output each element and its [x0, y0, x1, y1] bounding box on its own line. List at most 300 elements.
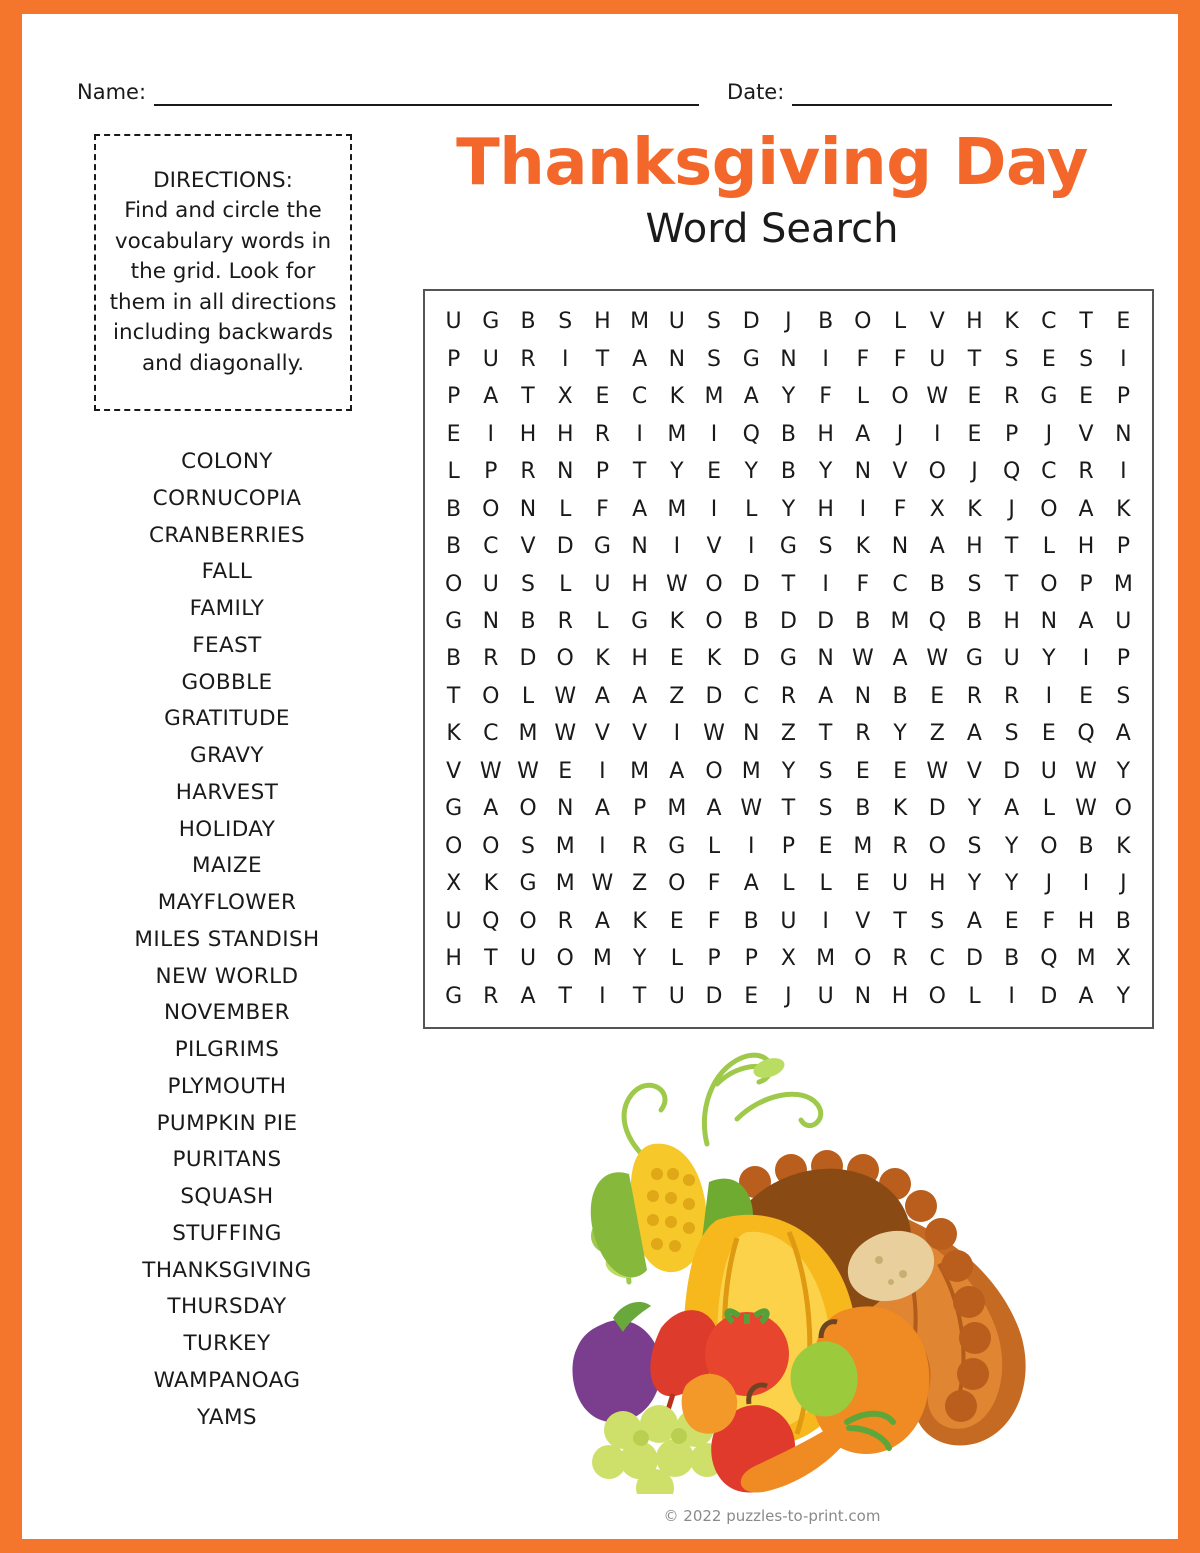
- word-list-item[interactable]: STUFFING: [172, 1220, 282, 1246]
- grid-cell[interactable]: A: [1078, 496, 1094, 522]
- grid-cell[interactable]: O: [482, 496, 500, 522]
- grid-cell[interactable]: N: [742, 721, 760, 747]
- grid-cell[interactable]: Q: [1002, 459, 1021, 485]
- grid-cell[interactable]: O: [668, 871, 686, 897]
- grid-cell[interactable]: H: [817, 421, 834, 447]
- grid-cell[interactable]: W: [851, 646, 874, 672]
- grid-cell[interactable]: O: [891, 384, 909, 410]
- word-list-item[interactable]: NEW WORLD: [155, 963, 299, 989]
- grid-cell[interactable]: C: [892, 571, 908, 597]
- grid-cell[interactable]: E: [1116, 309, 1131, 335]
- grid-cell[interactable]: W: [665, 571, 688, 597]
- grid-cell[interactable]: I: [1045, 683, 1053, 709]
- grid-cell[interactable]: Y: [781, 758, 796, 784]
- word-list-item[interactable]: FALL: [201, 559, 253, 585]
- grid-cell[interactable]: G: [445, 983, 463, 1009]
- grid-cell[interactable]: F: [856, 346, 870, 372]
- grid-cell[interactable]: W: [926, 384, 949, 410]
- grid-cell[interactable]: S: [521, 833, 535, 859]
- grid-cell[interactable]: L: [707, 833, 721, 859]
- word-list-item[interactable]: PILGRIMS: [174, 1037, 280, 1062]
- grid-cell[interactable]: O: [705, 571, 723, 597]
- grid-cell[interactable]: K: [1116, 496, 1131, 522]
- word-list-item[interactable]: MAIZE: [192, 853, 262, 879]
- grid-cell[interactable]: B: [892, 683, 908, 709]
- grid-cell[interactable]: T: [1079, 309, 1093, 335]
- grid-cell[interactable]: W: [554, 683, 577, 709]
- grid-cell[interactable]: M: [555, 833, 575, 859]
- grid-cell[interactable]: H: [556, 421, 574, 447]
- grid-cell[interactable]: H: [928, 871, 946, 897]
- grid-cell[interactable]: E: [818, 833, 833, 859]
- grid-cell[interactable]: O: [556, 646, 574, 672]
- grid-cell[interactable]: H: [519, 421, 537, 447]
- word-list-item[interactable]: THURSDAY: [167, 1294, 287, 1320]
- grid-cell[interactable]: T: [967, 346, 982, 372]
- grid-cell[interactable]: P: [781, 833, 796, 859]
- grid-cell[interactable]: T: [781, 796, 796, 822]
- grid-cell[interactable]: O: [519, 908, 537, 934]
- grid-cell[interactable]: K: [632, 908, 647, 934]
- grid-cell[interactable]: H: [891, 983, 909, 1009]
- grid-cell[interactable]: T: [446, 683, 461, 709]
- grid-cell[interactable]: D: [1040, 983, 1058, 1009]
- grid-cell[interactable]: F: [596, 496, 609, 522]
- grid-cell[interactable]: P: [1079, 571, 1093, 597]
- grid-cell[interactable]: V: [929, 309, 945, 335]
- grid-cell[interactable]: E: [1041, 346, 1056, 372]
- grid-cell[interactable]: D: [742, 571, 760, 597]
- word-list-item[interactable]: FAMILY: [189, 596, 265, 621]
- grid-cell[interactable]: A: [743, 384, 759, 410]
- grid-cell[interactable]: G: [519, 871, 537, 897]
- grid-cell[interactable]: U: [1003, 646, 1020, 672]
- grid-cell[interactable]: E: [669, 646, 684, 672]
- grid-cell[interactable]: A: [483, 384, 499, 410]
- grid-cell[interactable]: H: [1003, 608, 1020, 634]
- grid-cell[interactable]: Y: [744, 459, 758, 485]
- grid-cell[interactable]: U: [668, 983, 685, 1009]
- grid-cell[interactable]: W: [1075, 758, 1097, 784]
- grid-cell[interactable]: G: [482, 309, 500, 335]
- grid-cell[interactable]: I: [933, 421, 941, 447]
- grid-cell[interactable]: U: [445, 309, 462, 335]
- word-list-item[interactable]: WAMPANOAG: [153, 1367, 301, 1393]
- grid-cell[interactable]: V: [892, 459, 908, 485]
- grid-cell[interactable]: C: [631, 384, 648, 410]
- word-list-item[interactable]: MILES STANDISH: [134, 926, 320, 952]
- grid-cell[interactable]: U: [445, 908, 462, 934]
- grid-cell[interactable]: O: [444, 833, 463, 859]
- word-list-item[interactable]: GRAVY: [190, 743, 264, 768]
- grid-cell[interactable]: A: [892, 646, 908, 672]
- grid-cell[interactable]: L: [559, 571, 572, 597]
- grid-cell[interactable]: Y: [1116, 983, 1131, 1009]
- grid-cell[interactable]: N: [668, 346, 686, 372]
- grid-cell[interactable]: O: [482, 833, 500, 859]
- grid-cell[interactable]: N: [817, 646, 834, 672]
- grid-cell[interactable]: U: [891, 871, 909, 897]
- grid-cell[interactable]: Q: [1040, 946, 1058, 972]
- word-list-item[interactable]: PURITANS: [172, 1147, 282, 1173]
- grid-cell[interactable]: Y: [1004, 833, 1019, 859]
- grid-cell[interactable]: X: [780, 946, 796, 972]
- grid-cell[interactable]: Y: [1004, 871, 1019, 897]
- grid-cell[interactable]: I: [747, 534, 755, 560]
- grid-cell[interactable]: P: [484, 459, 498, 485]
- grid-cell[interactable]: R: [557, 608, 573, 634]
- grid-cell[interactable]: M: [518, 721, 538, 747]
- grid-cell[interactable]: G: [779, 646, 797, 672]
- grid-cell[interactable]: E: [855, 758, 870, 784]
- grid-cell[interactable]: P: [446, 384, 461, 410]
- grid-cell[interactable]: W: [703, 721, 725, 747]
- grid-cell[interactable]: R: [892, 833, 908, 859]
- grid-cell[interactable]: H: [1077, 534, 1095, 560]
- grid-cell[interactable]: L: [1042, 796, 1055, 822]
- grid-cell[interactable]: V: [855, 908, 871, 934]
- grid-cell[interactable]: B: [520, 309, 536, 335]
- grid-cell[interactable]: D: [705, 683, 723, 709]
- grid-cell[interactable]: P: [1116, 646, 1130, 672]
- grid-cell[interactable]: J: [971, 459, 978, 485]
- grid-cell[interactable]: S: [558, 309, 573, 335]
- word-list-item[interactable]: HARVEST: [175, 779, 279, 805]
- grid-cell[interactable]: V: [446, 758, 462, 784]
- grid-cell[interactable]: R: [557, 908, 573, 934]
- grid-cell[interactable]: O: [705, 758, 723, 784]
- grid-cell[interactable]: N: [891, 534, 909, 560]
- grid-cell[interactable]: N: [854, 983, 872, 1009]
- grid-cell[interactable]: S: [1004, 721, 1019, 747]
- grid-cell[interactable]: O: [1040, 833, 1058, 859]
- grid-cell[interactable]: O: [1040, 496, 1058, 522]
- grid-cell[interactable]: E: [930, 683, 945, 709]
- word-list-item[interactable]: SQUASH: [180, 1184, 274, 1209]
- grid-cell[interactable]: R: [594, 421, 611, 447]
- grid-cell[interactable]: D: [556, 534, 574, 560]
- grid-cell[interactable]: Z: [929, 721, 945, 747]
- grid-cell[interactable]: A: [1004, 796, 1020, 822]
- word-list-item[interactable]: NOVEMBER: [164, 1000, 290, 1026]
- grid-cell[interactable]: I: [599, 983, 606, 1009]
- grid-cell[interactable]: I: [599, 833, 606, 859]
- grid-cell[interactable]: N: [854, 459, 872, 485]
- grid-cell[interactable]: H: [966, 534, 983, 560]
- grid-cell[interactable]: D: [965, 946, 983, 972]
- grid-cell[interactable]: W: [1075, 796, 1097, 822]
- grid-cell[interactable]: C: [743, 683, 759, 709]
- grid-cell[interactable]: S: [707, 309, 721, 335]
- grid-cell[interactable]: B: [743, 608, 759, 634]
- grid-cell[interactable]: I: [1082, 646, 1090, 672]
- grid-cell[interactable]: Y: [1116, 758, 1131, 784]
- grid-cell[interactable]: F: [707, 871, 721, 897]
- grid-cell[interactable]: B: [446, 496, 462, 522]
- grid-cell[interactable]: Y: [967, 871, 982, 897]
- grid-cell[interactable]: E: [669, 908, 684, 934]
- grid-cell[interactable]: A: [520, 983, 536, 1009]
- grid-cell[interactable]: A: [594, 683, 610, 709]
- grid-cell[interactable]: C: [929, 946, 945, 972]
- grid-cell[interactable]: U: [929, 346, 946, 372]
- grid-cell[interactable]: J: [785, 309, 792, 335]
- grid-cell[interactable]: S: [818, 534, 833, 560]
- grid-cell[interactable]: V: [520, 534, 536, 560]
- grid-cell[interactable]: C: [1041, 459, 1057, 485]
- grid-cell[interactable]: O: [519, 796, 537, 822]
- grid-cell[interactable]: E: [558, 758, 573, 784]
- grid-cell[interactable]: B: [929, 571, 945, 597]
- grid-cell[interactable]: E: [893, 758, 907, 784]
- grid-cell[interactable]: T: [781, 571, 796, 597]
- grid-cell[interactable]: Z: [669, 683, 685, 709]
- grid-cell[interactable]: R: [966, 683, 983, 709]
- grid-cell[interactable]: G: [631, 608, 649, 634]
- grid-cell[interactable]: Y: [967, 796, 982, 822]
- grid-cell[interactable]: D: [742, 646, 760, 672]
- grid-cell[interactable]: D: [1003, 758, 1021, 784]
- word-list-item[interactable]: GRATITUDE: [164, 706, 290, 732]
- grid-cell[interactable]: X: [1115, 946, 1131, 972]
- grid-cell[interactable]: K: [595, 646, 610, 672]
- grid-cell[interactable]: G: [742, 346, 760, 372]
- grid-cell[interactable]: N: [482, 608, 500, 634]
- word-search-grid[interactable]: [423, 289, 1154, 1029]
- grid-cell[interactable]: A: [1078, 983, 1094, 1009]
- grid-cell[interactable]: Y: [632, 946, 647, 972]
- word-list-item[interactable]: YAMS: [197, 1404, 257, 1430]
- grid-cell[interactable]: O: [928, 983, 946, 1009]
- grid-cell[interactable]: I: [710, 421, 718, 447]
- grid-cell[interactable]: H: [817, 496, 834, 522]
- grid-cell[interactable]: M: [890, 608, 910, 634]
- grid-cell[interactable]: I: [673, 534, 681, 560]
- grid-cell[interactable]: N: [1115, 421, 1132, 447]
- grid-cell[interactable]: E: [855, 871, 870, 897]
- word-list-item[interactable]: PUMPKIN PIE: [156, 1110, 298, 1136]
- grid-cell[interactable]: M: [816, 946, 836, 972]
- grid-cell[interactable]: A: [632, 496, 648, 522]
- grid-cell[interactable]: U: [1115, 608, 1132, 634]
- grid-cell[interactable]: Y: [818, 459, 833, 485]
- grid-cell[interactable]: S: [967, 571, 982, 597]
- grid-cell[interactable]: I: [1082, 871, 1090, 897]
- grid-cell[interactable]: T: [1004, 571, 1019, 597]
- grid-cell[interactable]: K: [669, 608, 685, 634]
- grid-cell[interactable]: B: [1115, 908, 1131, 934]
- grid-cell[interactable]: R: [1078, 459, 1094, 485]
- grid-cell[interactable]: E: [1079, 384, 1093, 410]
- grid-cell[interactable]: F: [893, 346, 907, 372]
- grid-cell[interactable]: Z: [632, 871, 648, 897]
- grid-cell[interactable]: S: [818, 758, 833, 784]
- grid-cell[interactable]: K: [446, 721, 461, 747]
- grid-cell[interactable]: L: [893, 309, 907, 335]
- grid-cell[interactable]: M: [630, 758, 650, 784]
- word-list-item[interactable]: CRANBERRIES: [148, 522, 306, 548]
- grid-cell[interactable]: B: [743, 908, 759, 934]
- word-list-item[interactable]: PLYMOUTH: [167, 1073, 287, 1099]
- grid-cell[interactable]: H: [1077, 908, 1095, 934]
- grid-cell[interactable]: J: [1120, 871, 1127, 897]
- grid-cell[interactable]: S: [1116, 683, 1131, 709]
- grid-cell[interactable]: T: [893, 908, 907, 934]
- grid-cell[interactable]: R: [892, 946, 908, 972]
- grid-cell[interactable]: W: [926, 646, 949, 672]
- grid-cell[interactable]: E: [744, 983, 759, 1009]
- grid-cell[interactable]: V: [1078, 421, 1094, 447]
- grid-cell[interactable]: U: [594, 571, 611, 597]
- grid-cell[interactable]: A: [632, 346, 648, 372]
- grid-cell[interactable]: T: [521, 384, 535, 410]
- grid-cell[interactable]: V: [632, 721, 648, 747]
- grid-cell[interactable]: L: [968, 983, 981, 1009]
- grid-cell[interactable]: E: [1079, 683, 1093, 709]
- grid-cell[interactable]: L: [745, 496, 758, 522]
- grid-cell[interactable]: A: [1115, 721, 1131, 747]
- word-list-item[interactable]: GOBBLE: [181, 669, 273, 695]
- grid-cell[interactable]: O: [482, 683, 500, 709]
- grid-cell[interactable]: L: [856, 384, 869, 410]
- grid-cell[interactable]: G: [779, 534, 797, 560]
- grid-cell[interactable]: J: [1045, 871, 1053, 897]
- grid-cell[interactable]: L: [670, 946, 683, 972]
- grid-cell[interactable]: Y: [781, 384, 796, 410]
- grid-cell[interactable]: P: [446, 346, 461, 372]
- grid-cell[interactable]: W: [517, 758, 539, 784]
- grid-cell[interactable]: B: [446, 646, 462, 672]
- grid-cell[interactable]: L: [819, 871, 832, 897]
- grid-cell[interactable]: H: [445, 946, 462, 972]
- grid-cell[interactable]: J: [1008, 496, 1015, 522]
- grid-cell[interactable]: A: [669, 758, 685, 784]
- grid-cell[interactable]: Y: [781, 496, 796, 522]
- grid-cell[interactable]: B: [855, 796, 871, 822]
- grid-cell[interactable]: L: [782, 871, 795, 897]
- grid-cell[interactable]: I: [859, 496, 867, 522]
- grid-cell[interactable]: I: [1120, 459, 1127, 485]
- grid-cell[interactable]: X: [446, 871, 462, 897]
- grid-cell[interactable]: F: [707, 908, 721, 934]
- grid-cell[interactable]: X: [929, 496, 945, 522]
- grid-cell[interactable]: E: [967, 384, 982, 410]
- grid-cell[interactable]: F: [819, 384, 832, 410]
- grid-cell[interactable]: S: [967, 833, 982, 859]
- grid-cell[interactable]: F: [893, 496, 907, 522]
- grid-cell[interactable]: A: [594, 908, 610, 934]
- grid-cell[interactable]: K: [1116, 833, 1131, 859]
- grid-cell[interactable]: H: [631, 571, 648, 597]
- grid-cell[interactable]: H: [594, 309, 611, 335]
- grid-cell[interactable]: G: [1040, 384, 1058, 410]
- grid-cell[interactable]: A: [706, 796, 722, 822]
- grid-cell[interactable]: P: [744, 946, 758, 972]
- grid-cell[interactable]: T: [595, 346, 610, 372]
- grid-cell[interactable]: O: [444, 571, 463, 597]
- grid-cell[interactable]: X: [557, 384, 573, 410]
- grid-cell[interactable]: U: [817, 983, 834, 1009]
- grid-cell[interactable]: S: [521, 571, 535, 597]
- grid-cell[interactable]: O: [1114, 796, 1132, 822]
- grid-cell[interactable]: I: [599, 758, 606, 784]
- grid-cell[interactable]: T: [632, 459, 647, 485]
- grid-cell[interactable]: I: [822, 571, 829, 597]
- grid-cell[interactable]: K: [1004, 309, 1019, 335]
- grid-cell[interactable]: U: [482, 346, 499, 372]
- grid-cell[interactable]: W: [740, 796, 763, 822]
- grid-cell[interactable]: E: [707, 459, 721, 485]
- grid-cell[interactable]: M: [630, 309, 650, 335]
- word-list-item[interactable]: HOLIDAY: [178, 816, 276, 842]
- grid-cell[interactable]: I: [561, 346, 569, 372]
- grid-cell[interactable]: M: [667, 496, 687, 522]
- grid-cell[interactable]: S: [930, 908, 945, 934]
- grid-cell[interactable]: I: [1120, 346, 1127, 372]
- grid-cell[interactable]: I: [822, 346, 829, 372]
- grid-cell[interactable]: Y: [893, 721, 907, 747]
- grid-cell[interactable]: N: [1040, 608, 1058, 634]
- grid-cell[interactable]: C: [1041, 309, 1057, 335]
- word-list-item[interactable]: CORNUCOPIA: [152, 485, 302, 511]
- grid-cell[interactable]: G: [965, 646, 983, 672]
- grid-cell[interactable]: P: [1116, 534, 1130, 560]
- grid-cell[interactable]: T: [1004, 534, 1019, 560]
- grid-cell[interactable]: E: [1041, 721, 1056, 747]
- grid-cell[interactable]: G: [668, 833, 686, 859]
- grid-cell[interactable]: K: [669, 384, 685, 410]
- grid-cell[interactable]: F: [856, 571, 870, 597]
- grid-cell[interactable]: H: [966, 309, 983, 335]
- grid-cell[interactable]: J: [896, 421, 904, 447]
- grid-cell[interactable]: B: [520, 608, 536, 634]
- grid-cell[interactable]: Z: [780, 721, 796, 747]
- grid-cell[interactable]: P: [1116, 384, 1130, 410]
- grid-cell[interactable]: P: [595, 459, 610, 485]
- grid-cell[interactable]: R: [520, 459, 536, 485]
- grid-cell[interactable]: N: [780, 346, 797, 372]
- grid-cell[interactable]: G: [445, 608, 463, 634]
- grid-cell[interactable]: W: [591, 871, 614, 897]
- grid-cell[interactable]: Y: [670, 459, 684, 485]
- grid-cell[interactable]: C: [483, 534, 499, 560]
- grid-cell[interactable]: D: [742, 309, 760, 335]
- grid-cell[interactable]: T: [818, 721, 833, 747]
- grid-cell[interactable]: I: [1008, 983, 1015, 1009]
- grid-cell[interactable]: P: [707, 946, 721, 972]
- grid-cell[interactable]: L: [521, 683, 535, 709]
- grid-cell[interactable]: Q: [482, 908, 500, 934]
- grid-cell[interactable]: G: [445, 796, 463, 822]
- grid-cell[interactable]: Y: [1042, 646, 1056, 672]
- grid-cell[interactable]: K: [892, 796, 908, 822]
- grid-cell[interactable]: B: [1078, 833, 1094, 859]
- grid-cell[interactable]: A: [483, 796, 499, 822]
- grid-cell[interactable]: P: [632, 796, 647, 822]
- grid-cell[interactable]: T: [558, 983, 572, 1009]
- grid-cell[interactable]: B: [855, 608, 871, 634]
- grid-cell[interactable]: Q: [1077, 721, 1095, 747]
- grid-cell[interactable]: I: [822, 908, 829, 934]
- grid-cell[interactable]: M: [741, 758, 761, 784]
- grid-cell[interactable]: N: [631, 534, 648, 560]
- grid-cell[interactable]: S: [818, 796, 833, 822]
- grid-cell[interactable]: Q: [928, 608, 946, 634]
- grid-cell[interactable]: E: [1004, 908, 1019, 934]
- grid-cell[interactable]: A: [966, 721, 982, 747]
- grid-cell[interactable]: R: [855, 721, 871, 747]
- grid-cell[interactable]: J: [1045, 421, 1053, 447]
